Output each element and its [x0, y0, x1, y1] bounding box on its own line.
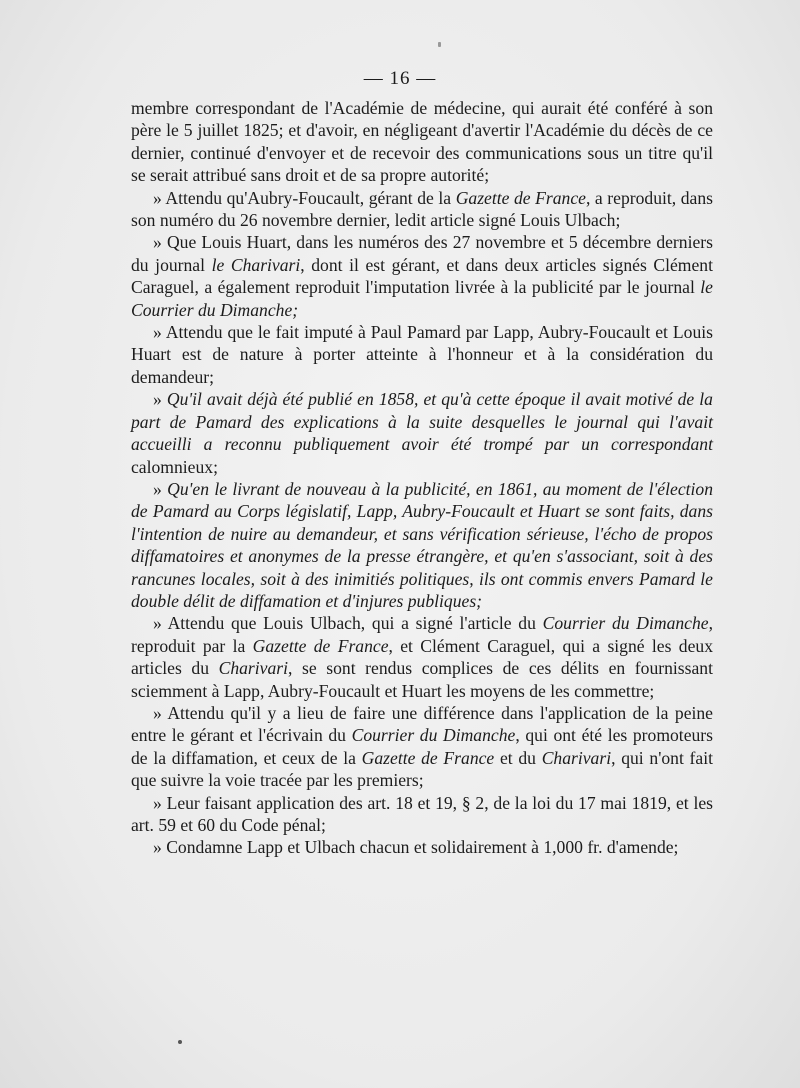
paragraph: [131, 478, 713, 612]
text-run: , et Clément Caraguel, qui a signé les deux articles du: [131, 635, 714, 679]
text-run: » Attendu qu'Aubry-Foucault, gérant de la: [153, 187, 456, 208]
text-run: , reproduit par la: [131, 613, 713, 656]
italic-text: Charivari: [218, 658, 288, 679]
italic-text: Gazette de France: [361, 747, 495, 768]
italic-text: le Courrier du Dimanche;: [131, 277, 713, 320]
text-run: » Leur faisant application des art. 18 et 19, § 2, de la loi du 17 mai 1819, et les art. 59 et 60 du Code pénal;: [131, 792, 713, 835]
paragraph: [131, 836, 713, 858]
paragraph: [131, 321, 713, 388]
text-run: »: [153, 389, 167, 410]
paragraph: [131, 612, 713, 702]
text-run: Qu'il avait déjà été publié en 1858, et qu'à cette époque il avait motivé de la part de Pamard des explications à la suite desquelles le journal qui l'avait accueilli a reconnu publiquement avoir été trompé par un correspondant: [131, 389, 713, 455]
text-run: , qui ont été les promoteurs de la diffamation, et ceux de la: [131, 725, 714, 768]
italic-text: le Charivari: [211, 254, 301, 275]
italic-text: Courrier du Dimanche: [542, 613, 709, 634]
text-run: » Attendu qu'il y a lieu de faire une différence dans l'application de la peine entre le gérant et l'écrivain du: [131, 702, 713, 746]
text-run: membre correspondant de l'Académie de médecine, qui aurait été conféré à son père le 5 juillet 1825; et d'avoir, en négligeant d'avertir l'Académie du décès de ce dernier, continué d'envoyer et de recevoir des communications sous un titre qu'il se serait attribué sans droit et de sa propre autorité;: [131, 98, 713, 186]
body-text: [131, 97, 713, 859]
italic-text: Gazette de France: [252, 635, 389, 656]
italic-text: Charivari: [541, 747, 612, 768]
text-run: , se sont rendus complices de ces délits en fournissant sciemment à Lapp, Aubry-Foucault et Huart les moyens de les commettre;: [131, 658, 713, 701]
paragraph: [131, 792, 713, 837]
text-run: » Attendu que le fait imputé à Paul Pamard par Lapp, Aubry-Foucault et Louis Huart est de nature à porter atteinte à l'honneur et à la considération du demandeur;: [131, 322, 713, 387]
italic-text: Gazette de France: [455, 187, 586, 208]
text-run: calomnieux;: [131, 456, 218, 477]
page-number: — 16 —: [363, 68, 437, 89]
text-run: , dont il est gérant, et dans deux articles signés Clément Caraguel, a également reproduit l'imputation livrée à la publicité par le journal: [131, 254, 713, 298]
paragraph: [131, 187, 713, 232]
print-dot: [178, 1040, 182, 1044]
paragraph: [131, 388, 713, 478]
paragraph: [131, 97, 713, 187]
paragraph: [131, 702, 713, 792]
text-run: » Attendu que Louis Ulbach, qui a signé l'article du: [153, 613, 543, 634]
text-run: » Que Louis Huart, dans les numéros des 27 novembre et 5 décembre derniers du journal: [131, 232, 713, 275]
paragraph: [131, 231, 713, 321]
text-run: »: [153, 478, 168, 499]
text-run: Qu'en le livrant de nouveau à la publicité, en 1861, au moment de l'élection de Pamard au Corps législatif, Lapp, Aubry-Foucault et Huart se sont faits, dans l'intention de nuire au demandeur, et sans vérification sérieuse, l'écho de propos diffamatoires et anonymes de la presse étrangère, et qu'en s'associant, soit à des rancunes locales, soit à des inimitiés politiques, ils ont commis envers Pamard le double délit de diffamation et d'injures publiques;: [131, 478, 713, 611]
text-run: » Condamne Lapp et Ulbach chacun et solidairement à 1,000 fr. d'amende;: [153, 837, 679, 858]
text-run: et du: [494, 747, 542, 768]
italic-text: Courrier du Dimanche: [351, 725, 516, 746]
text-run: , qui n'ont fait que suivre la voie tracée par les premiers;: [131, 747, 714, 791]
print-speck: [438, 42, 441, 47]
text-run: , a reproduit, dans son numéro du 26 novembre dernier, ledit article signé Louis Ulbach;: [131, 187, 713, 231]
